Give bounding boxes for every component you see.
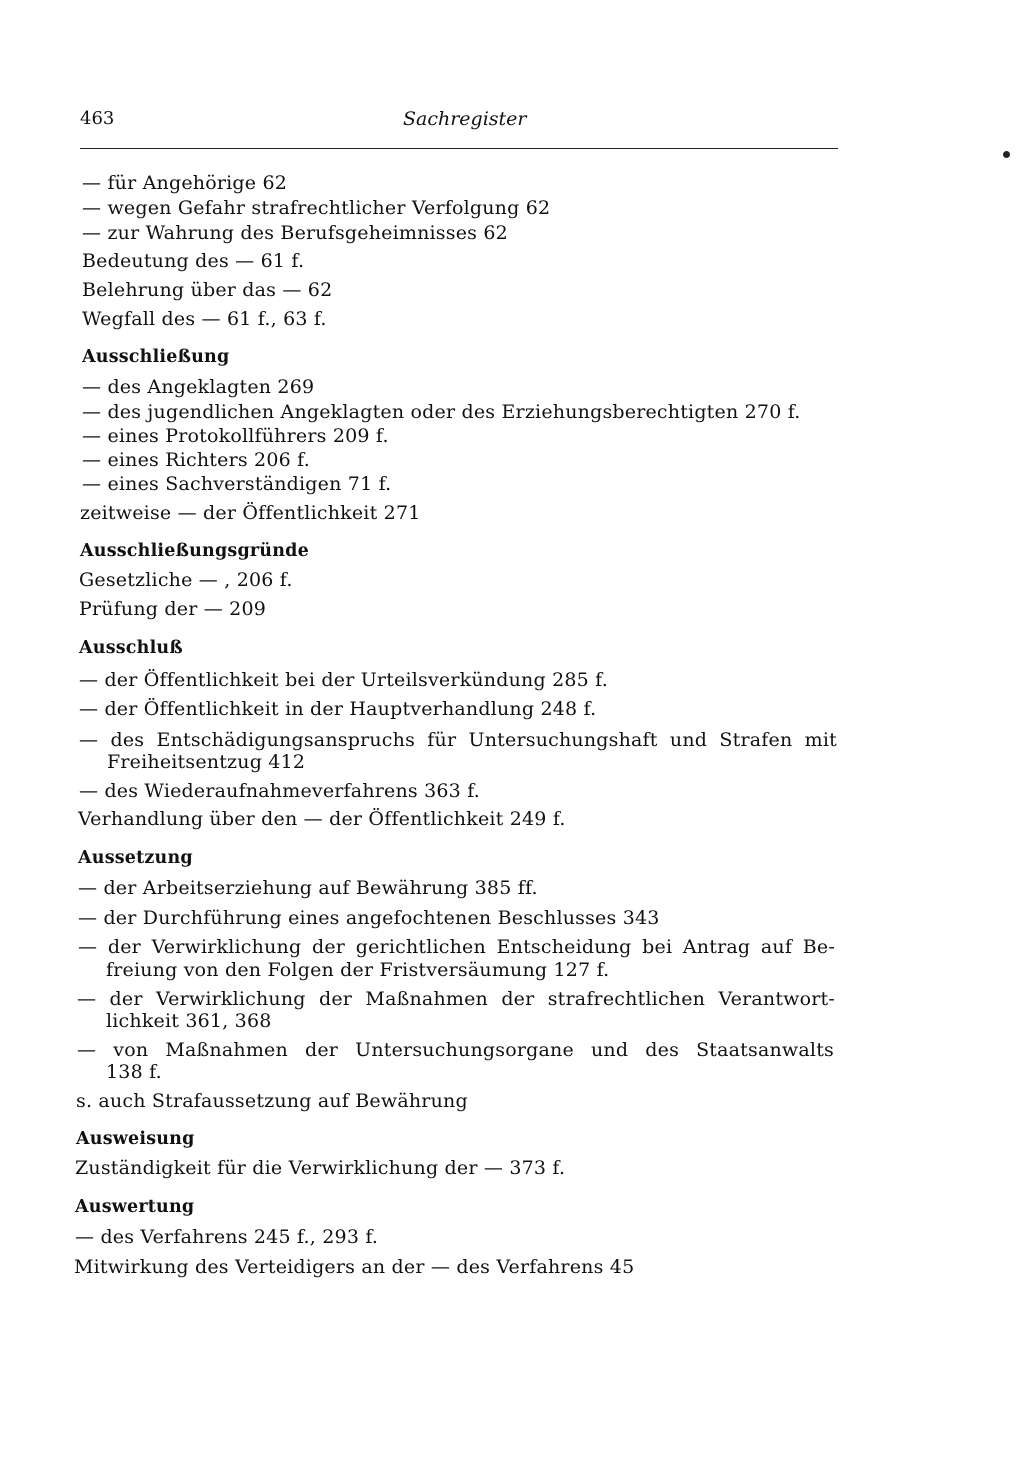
index-subentry: — der Verwirklichung der Maßnahmen der strafrechtlichen Verantwort-: [77, 988, 835, 1010]
index-subentry: — eines Protokollführers 209 f.: [82, 425, 389, 447]
index-subentry: Verhandlung über den — der Öffentlichkeit 249 f.: [78, 808, 566, 830]
index-subentry: Wegfall des — 61 f., 63 f.: [82, 308, 327, 330]
index-subentry: — der Öffentlichkeit bei der Urteilsverkündung 285 f.: [79, 669, 608, 691]
index-heading: Ausschließungsgründe: [80, 541, 309, 561]
index-subentry: — eines Richters 206 f.: [82, 449, 310, 471]
index-heading: Auswertung: [75, 1197, 195, 1217]
index-subentry: — des Angeklagten 269: [82, 376, 315, 398]
index-subentry: Belehrung über das — 62: [82, 279, 333, 301]
index-subentry: — wegen Gefahr strafrechtlicher Verfolgung 62: [82, 197, 551, 219]
index-subentry: zeitweise — der Öffentlichkeit 271: [80, 502, 421, 524]
index-subentry: — der Durchführung eines angefochtenen Beschlusses 343: [78, 907, 660, 929]
index-heading: Ausschluß: [79, 638, 183, 658]
index-subentry: — des Entschädigungsanspruchs für Untersuchungshaft und Strafen mit: [79, 729, 837, 751]
index-subentry: Gesetzliche — , 206 f.: [79, 569, 293, 591]
index-subentry-continuation: freiung von den Folgen der Fristversäumung 127 f.: [106, 959, 610, 981]
index-subentry-continuation: lichkeit 361, 368: [106, 1010, 272, 1032]
index-subentry: — der Verwirklichung der gerichtlichen Entscheidung bei Antrag auf Be-: [78, 936, 835, 958]
index-heading: Aussetzung: [78, 848, 193, 868]
margin-speck: [1003, 151, 1010, 158]
index-subentry: — des Verfahrens 245 f., 293 f.: [75, 1226, 379, 1248]
index-subentry: Bedeutung des — 61 f.: [82, 250, 305, 272]
running-title: Sachregister: [403, 108, 527, 130]
index-subentry: — eines Sachverständigen 71 f.: [82, 473, 392, 495]
index-heading: Ausweisung: [76, 1129, 195, 1149]
index-subentry-continuation: 138 f.: [106, 1061, 162, 1083]
index-subentry: Prüfung der — 209: [79, 598, 267, 620]
index-subentry-continuation: Freiheitsentzug 412: [107, 751, 306, 773]
page-header: [80, 108, 838, 136]
header-rule: [80, 148, 838, 149]
index-subentry: — von Maßnahmen der Untersuchungsorgane und des Staatsanwalts: [77, 1039, 834, 1061]
index-subentry: — der Öffentlichkeit in der Hauptverhandlung 248 f.: [79, 698, 597, 720]
index-subentry: — des jugendlichen Angeklagten oder des Erziehungsberechtigten 270 f.: [82, 401, 801, 423]
index-subentry: — für Angehörige 62: [82, 172, 288, 194]
index-subentry: s. auch Strafaussetzung auf Bewährung: [76, 1090, 468, 1112]
index-subentry: — der Arbeitserziehung auf Bewährung 385 ff.: [78, 877, 538, 899]
index-subentry: — zur Wahrung des Berufsgeheimnisses 62: [82, 222, 508, 244]
index-heading: Ausschließung: [82, 347, 230, 367]
index-subentry: Mitwirkung des Verteidigers an der — des Verfahrens 45: [74, 1256, 635, 1278]
index-subentry: Zuständigkeit für die Verwirklichung der — 373 f.: [75, 1157, 566, 1179]
index-subentry: — des Wiederaufnahmeverfahrens 363 f.: [79, 780, 481, 802]
page-number: 463: [80, 108, 115, 129]
